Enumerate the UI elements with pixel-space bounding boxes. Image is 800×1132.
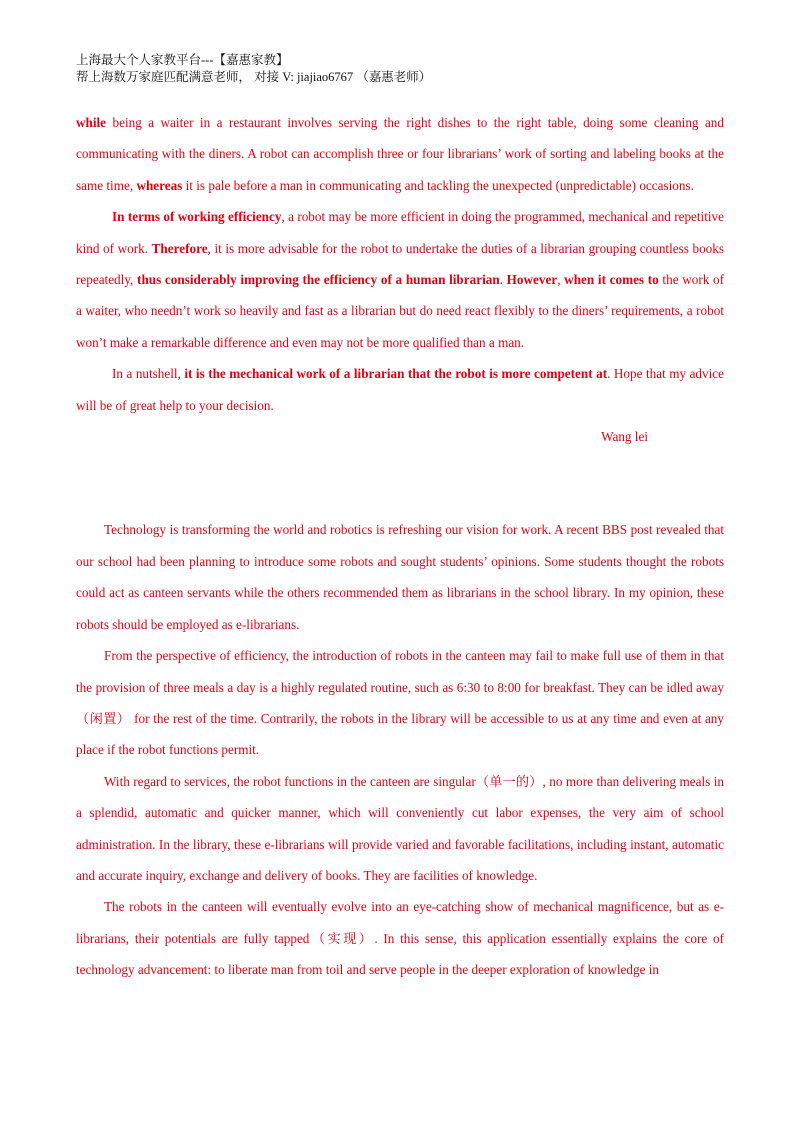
text-run: , it is more advisable for the robot to undertake the duties of a librarian grouping countless books repeatedly, (76, 240, 724, 288)
text-run: the work of a waiter, who needn’t work so heavily and fast as a librarian but do need react flexibly to the diners’ requirements, a robot won’t make a remarkable difference and even may not be more qualified than a man. (76, 272, 725, 350)
bold-run: Therefore (151, 240, 208, 256)
header-line-1: 上海最大个人家教平台---【嘉惠家教】 (76, 53, 289, 67)
bold-run: it is the mechanical work of a librarian that the robot is more competent at (184, 366, 608, 382)
letter-paragraph-3 (76, 358, 724, 421)
text-run: . (499, 272, 507, 288)
letter-paragraph-2 (76, 201, 724, 358)
bold-run: while (76, 115, 107, 130)
bold-run: when it comes to (564, 272, 659, 288)
text-run: , a robot may be more efficient in doing the programmed, mechanical and repetitive kind of work. (76, 209, 724, 256)
bold-run: However (506, 272, 558, 288)
essay-paragraph-3: With regard to services, the robot functions in the canteen are singular（单一的）, no more than delivering meals in a splendid, automatic and quicker manner, which will conveniently cut labor expenses, the very aim of school administration. In the library, these e-librarians will provide varied and favorable facilitations, including instant, automatic and accurate inquiry, exchange and delivery of books. They are facilities of knowledge. (76, 773, 724, 883)
section-gap (76, 452, 724, 514)
bold-run: thus considerably improving the efficiency of a human librarian (137, 272, 500, 288)
text-run: In a nutshell, (112, 366, 185, 382)
signature: Wang lei (601, 429, 648, 445)
essay-paragraph-2: From the perspective of efficiency, the introduction of robots in the canteen may fail to make full use of them in that the provision of three meals a day is a highly regulated routine, such as 6:30 to 8:00 for breakfast. They can be idled away（闲置） for the rest of the time. Contrarily, the robots in the library will be accessible to us at any time and even at any place if the robot functions permit. (76, 648, 724, 758)
document-body (76, 107, 724, 986)
text-run: , (557, 272, 565, 288)
page-header (76, 52, 736, 86)
text-run: it is pale before a man in communicating and tackling the unexpected (unpredictable) occasions. (182, 177, 694, 193)
bold-run: In terms of working efficiency (112, 209, 282, 225)
essay-paragraph-4: The robots in the canteen will eventually evolve into an eye-catching show of mechanical magnificence, but as e-librarians, their potentials are fully tapped（实现）. In this sense, this application essentially explains the core of technology advancement: to liberate man from toil and serve people in the deeper exploration of knowledge in (76, 899, 724, 978)
header-line-2: 帮上海数万家庭匹配满意老师， 对接 V: jiajiao6767 （嘉惠老师） (76, 70, 432, 84)
bold-run: whereas (136, 177, 183, 193)
essay-paragraph-1: Technology is transforming the world and robotics is refreshing our vision for work. A recent BBS post revealed that our school had been planning to introduce some robots and sought students’ opinions. Some students thought the robots could act as canteen servants while the others recommended them as librarians in the school library. In my opinion, these robots should be employed as e-librarians. (76, 522, 724, 632)
text-run: . Hope that my advice will be of great help to your decision. (76, 366, 724, 413)
letter-paragraph-1 (76, 107, 724, 201)
text-run: being a waiter in a restaurant involves serving the right dishes to the right table, doing some cleaning and communicating with the diners. A robot can accomplish three or four librarians’ work of sorting and labeling books at the same time, (76, 115, 724, 193)
